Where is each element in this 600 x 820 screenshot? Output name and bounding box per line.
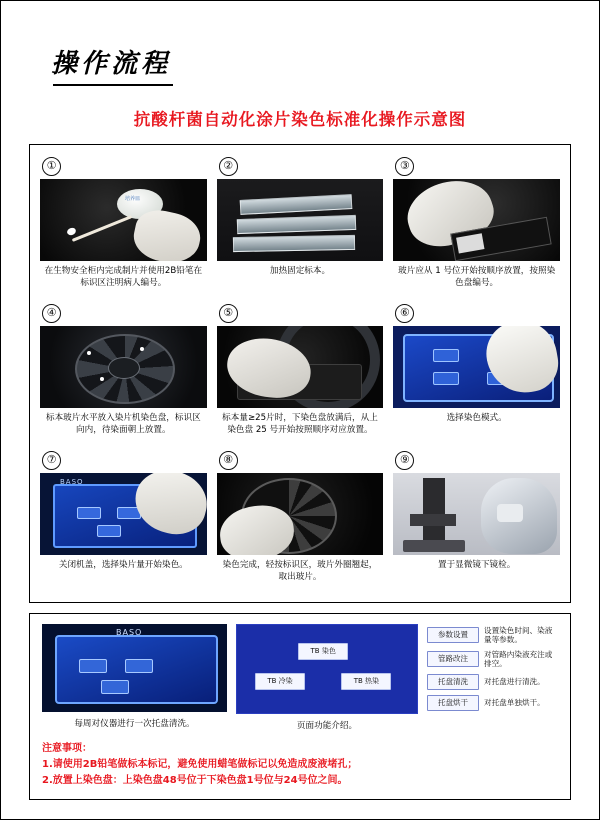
step-caption: 加热固定标本。	[269, 266, 331, 276]
menu-list	[427, 624, 558, 711]
menu-item-tray-dry	[427, 695, 558, 711]
step-caption: 关闭机盖，选择染片量开始染色。	[58, 560, 188, 570]
menu-item-tray-wash	[427, 674, 558, 690]
step-caption: 在生物安全柜内完成制片并使用2B铅笔在标识区注明病人编号。	[44, 266, 203, 289]
step-item	[217, 157, 384, 302]
note-line-2: 2.放置上染色盘：上染色盘48号位于下染色盘1号位与24号位之间。	[42, 775, 348, 786]
menu-button-params[interactable]: 参数设置	[427, 627, 479, 643]
step-item	[217, 304, 384, 449]
menu-desc-params: 设置染色时间、染液量等参数。	[484, 626, 553, 645]
note-line-1: 1.请使用2B铅笔做标本标记，避免使用蜡笔做标记以免造成废液堵孔；	[42, 759, 358, 770]
step-number: ②	[219, 157, 238, 176]
step-item	[393, 157, 560, 302]
bottom-row	[42, 624, 558, 731]
step-number: ⑨	[395, 451, 414, 470]
step-photo: BASO	[40, 473, 207, 555]
step-item	[40, 451, 207, 596]
step-number: ⑤	[219, 304, 238, 323]
step-photo	[393, 473, 560, 555]
step-photo	[393, 326, 560, 408]
menu-item-pipeline	[427, 650, 558, 669]
cleaning-block	[42, 624, 227, 729]
step-number: ⑧	[219, 451, 238, 470]
cleaning-photo: BASO	[42, 624, 227, 712]
device-ui-panel	[236, 624, 418, 714]
notes-title: 注意事项：	[42, 743, 92, 754]
title-underline	[53, 84, 173, 86]
menu-desc-tray-wash: 对托盘进行清洗。	[484, 677, 545, 687]
step-number: ①	[42, 157, 61, 176]
menu-desc-tray-dry: 对托盘单独烘干。	[484, 698, 545, 708]
menu-button-tray-wash[interactable]: 托盘清洗	[427, 674, 479, 690]
step-photo	[217, 473, 384, 555]
step-item	[40, 157, 207, 302]
step-caption: 标本玻片水平放入染片机染色盘，标识区向内，待染面朝上放置。	[45, 413, 201, 436]
step-caption: 染色完成，轻按标识区，玻片外圈翘起，取出玻片。	[222, 560, 378, 583]
menu-button-tray-dry[interactable]: 托盘烘干	[427, 695, 479, 711]
notes-block	[42, 741, 558, 789]
bottom-container	[29, 613, 571, 800]
step-caption: 选择染色模式。	[446, 413, 507, 423]
steps-container	[29, 144, 571, 603]
page-title: 操作流程	[51, 49, 172, 79]
step-item	[393, 304, 560, 449]
step-number: ⑦	[42, 451, 61, 470]
step-item	[217, 451, 384, 596]
step-photo	[217, 179, 384, 261]
step-number: ③	[395, 157, 414, 176]
step-caption: 玻片应从 1 号位开始按顺序放置，按照染色盘编号。	[398, 266, 556, 289]
step-item	[393, 451, 560, 596]
menu-desc-pipeline: 对管路内染液充注或排空。	[484, 649, 553, 669]
step-item	[40, 304, 207, 449]
ui-button-cold-stain[interactable]: TB 冷染	[255, 673, 305, 690]
step-caption: 标本量≥25片时，下染色盘放满后，从上染色盘 25 号开始按照顺序对应放置。	[222, 413, 378, 436]
ui-button-stain[interactable]: TB 染色	[298, 643, 348, 660]
ui-block	[237, 624, 417, 731]
step-caption: 置于显微镜下镜检。	[437, 560, 516, 570]
step-number: ⑥	[395, 304, 414, 323]
step-photo: 培养皿	[40, 179, 207, 261]
step-photo	[40, 326, 207, 408]
step-photo	[393, 179, 560, 261]
menu-block	[427, 624, 558, 711]
poster-subtitle: 抗酸杆菌自动化涂片染色标准化操作示意图	[133, 110, 467, 129]
menu-item-params	[427, 626, 558, 645]
step-photo	[217, 326, 384, 408]
cleaning-caption: 每周对仪器进行一次托盘清洗。	[74, 719, 195, 729]
ui-button-hot-stain[interactable]: TB 热染	[341, 673, 391, 690]
menu-button-pipeline[interactable]: 管路改注	[427, 651, 479, 667]
ui-caption: 页面功能介绍。	[296, 721, 358, 731]
steps-grid	[40, 157, 560, 596]
step-number: ④	[42, 304, 61, 323]
